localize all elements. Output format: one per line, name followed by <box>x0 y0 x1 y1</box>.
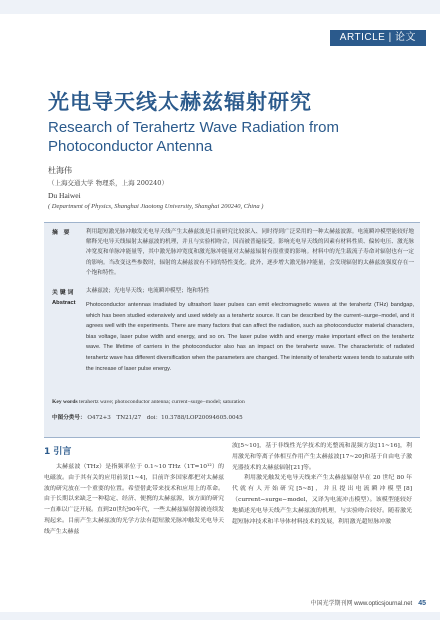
abstract-text-cn: 利用超短激光脉冲触发光电导天线产生太赫兹波是目前研究比较深入、同时得到广泛采用的一种太赫兹波源。电流瞬冲模型能较好地解释光电导天线辐射太赫兹波的机理，并且与实验相吻合，因而被普遍接受。影响光电导天线的因素有材料性质、偏转电压、激光脉冲宽度和单脉冲能量等，其中激光脉冲宽度和激光脉冲能量对太赫兹辐射有很重要的影响。材料中的光生载流子寿命对辐射也有一定的影响。当改变这些参数时，辐射的太赫兹波有不同的特性变化。此外，逐步增大激光脉冲能量，会发现辐射的太赫兹波强度存在一个饱和特性。 <box>86 229 414 276</box>
section-title: 1 引言 <box>44 447 72 457</box>
body-column-right <box>232 441 412 527</box>
page-footer <box>311 598 427 607</box>
affiliation-english: ( Department of Physics, Shanghai Jiaotong University, Shanghai 200240, China ) <box>48 203 264 210</box>
bottom-band <box>0 612 440 620</box>
body-paragraph: 太赫兹波（THz）是指频率位于 0.1~10 THz（1T=10¹²）的电磁波。由于其有关的应用前景[1~4]，目前许多国家都把对太赫兹波的研究放在一个重要的位置。希望借此带来技术和应用上的革命。由于长期以来缺乏一种稳定、经济、便携的太赫兹源，该方面的研究一直难以广泛开展。直到20世纪90年代，一些太赫兹辐射源被连续发现起来。目前产生太赫兹波的光学方法有超短激光脉冲触发光电导天线产生太赫兹 <box>44 464 224 535</box>
abstract-label-en: Abstract <box>52 300 76 306</box>
keywords-cn: 太赫兹波；光电导天线；电流瞬冲模型；饱和特性 <box>86 288 210 294</box>
body-paragraph: 波[5~10]，基于非线性光学技术的光整流和混频方法[11~16]，利用激光和等离子体相互作用产生太赫兹波[17~20]和基于自由电子激光器技术的太赫兹辐射[21]等。 <box>232 443 412 471</box>
affiliation-chinese: （上海交通大学 物理系，上海 200240） <box>48 179 168 187</box>
body-paragraph: 利用激光触发光电导天线来产生太赫兹辐射早在 20 世纪 80 年代就有人开始研究[5~8]，并且提出电流瞬冲模型[8]（current−surge−model，又译为电流冲击模型）。该模型能较好地描述光电导天线产生太赫兹波的机理，与实验吻合较好。随着激光超短脉冲技术和半导体材料技术的发展，利用激光超短脉冲激 <box>232 475 412 525</box>
author-english: Du Haiwei <box>48 191 81 200</box>
keywords-label-en: Key words <box>52 399 78 405</box>
page-number: 45 <box>418 600 426 607</box>
top-band <box>0 0 440 14</box>
title-english: Research of Terahertz Wave Radiation from Photoconductor Antenna <box>48 119 339 155</box>
title-chinese: 光电导天线太赫兹辐射研究 <box>48 90 312 114</box>
keywords-en-row <box>52 398 414 407</box>
author-chinese: 杜海伟 <box>48 166 72 175</box>
abstract-label-cn: 摘 要 <box>52 230 70 236</box>
body-column-left <box>44 462 224 538</box>
keywords-label-cn: 关 键 词 <box>52 290 74 296</box>
article-tag: ARTICLE | 论文 <box>330 30 426 46</box>
abstract-box <box>44 222 420 438</box>
footer-site: 中国光学期刊网 www.opticsjournal.net <box>310 601 413 607</box>
classification-label: 中图分类号： <box>52 415 86 421</box>
abstract-text-en: Photoconductor antennas irradiated by ultrashort laser pulses can emit electromagnetic waves at the terahertz (THz) bandgap, which has been studied extensively and used widely as a terahertz source. It can be described by the current−surge−model, and it agrees well with the experiments. There are many factors that can affect the radiation, such as photoconductor material characters, bias voltage, laser pulse width and energy, and so on. The laser pulse width and energy make important effect on the terahertz wave. The lifetime of carriers in the photoconductor also has an impact on the terahertz wave. The characteristic of radiated terahertz wave has different diversification when the parameters are changed. The intensity of terahertz waves tends to saturate with the increase of laser pulse energy. <box>86 302 414 372</box>
classification-row <box>52 414 414 423</box>
keywords-en: terahertz wave; photoconductor antenna; current−surge−model; saturation <box>79 399 245 405</box>
classification-value: O472+3 TN21/27 doi：10.3788/LOP20094605.0045 <box>87 415 243 421</box>
